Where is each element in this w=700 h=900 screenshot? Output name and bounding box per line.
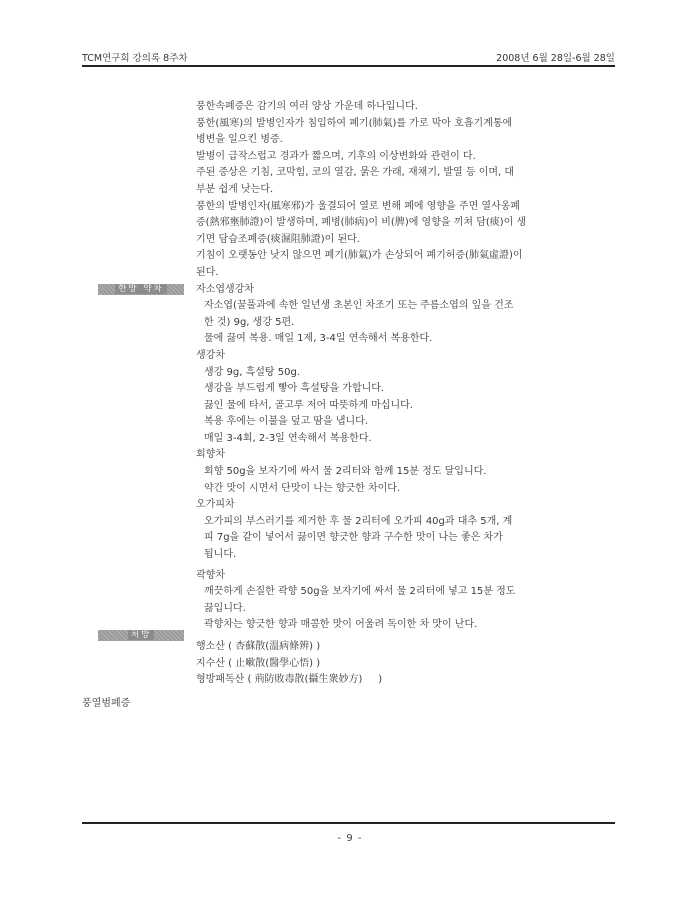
intro-line: 기면 담습조폐증(痰濕阻肺證)이 된다.	[196, 233, 360, 245]
prescription-item: 형방패독산 ( 荊防敗毒散(攝生衆妙方) )	[196, 674, 383, 686]
tea-line: 자소엽(꿀풀과에 속한 일년생 초본인 차조기 또는 주름소엽의 잎을 건조	[204, 300, 514, 312]
tea-line: 끓인 물에 타서, 골고루 저어 따뜻하게 마십니다.	[204, 399, 413, 411]
tea-line: 약간 맛이 시면서 단맛이 나는 향긋한 차이다.	[204, 482, 401, 494]
tea-line: 피 7g을 같이 넣어서 끓이면 향긋한 향과 구수한 맛이 나는 좋은 차가	[204, 532, 503, 544]
tea-name: 곽향차	[196, 569, 225, 581]
tea-line: 생강 9g, 흑설탕 50g.	[204, 366, 300, 378]
intro-line: 증(熱邪壅肺證)이 발생하며, 폐병(肺病)이 비(脾)에 영향을 끼쳐 담(痰)이 생	[196, 217, 527, 229]
herbal-tea-label: 한방 약차	[98, 284, 184, 295]
tea-line: 물에 끓여 복용. 매일 1제, 3-4일 연속해서 복용한다.	[204, 333, 433, 345]
tea-line: 생강을 부드럽게 빻아 흑설탕을 가합니다.	[204, 383, 385, 395]
tea-line: 오가피의 부스러기를 제거한 후 물 2리터에 오가피 40g과 대추 5개, 계	[204, 515, 513, 527]
tea-name: 생강차	[196, 349, 225, 361]
document-body	[196, 99, 588, 689]
intro-line: 부분 쉽게 낫는다.	[196, 183, 274, 195]
footer-rule	[82, 822, 615, 824]
prescription-item: 지수산 ( 止嗽散(醫學心悟) )	[196, 657, 321, 669]
intro-line: 풍한속폐증은 감기의 여러 양상 가운데 하나입니다.	[196, 101, 418, 112]
tea-line: 한 것) 9g, 생강 5편.	[204, 316, 295, 328]
tea-name: 회향차	[196, 449, 225, 461]
tea-line: 곽향차는 향긋한 향과 매콤한 맛이 어울려 독이한 차 맛이 난다.	[204, 619, 478, 631]
header-right: 2008년 6월 28일-6월 28일	[496, 53, 615, 64]
page-header	[82, 47, 615, 63]
tea-line: 매일 3-4회, 2-3일 연속해서 복용한다.	[204, 432, 372, 444]
next-section-heading: 풍열범폐증	[82, 698, 131, 709]
tea-line: 끓입니다.	[204, 602, 246, 614]
intro-line: 기침이 오랫동안 낫지 않으면 폐기(肺氣)가 손상되어 폐기허증(肺氣虛證)이	[196, 250, 523, 262]
intro-section	[196, 99, 588, 282]
tea-line: 복용 후에는 이불을 덮고 땀을 냅니다.	[204, 416, 368, 428]
prescription-section	[196, 639, 588, 689]
intro-line: 풍한(風寒)의 발병인자가 침입하여 폐기(肺氣)를 가로 막아 호흡기계통에	[196, 117, 513, 129]
intro-line: 풍한의 발병인자(風寒邪)가 울결되어 열로 변해 폐에 영향을 주면 열사옹폐	[196, 200, 521, 212]
intro-line: 병변을 일으킨 병증.	[196, 134, 283, 146]
intro-line: 된다.	[196, 266, 219, 278]
intro-line: 발병이 급작스럽고 경과가 짧으며, 기후의 이상변화와 관련이 다.	[196, 150, 476, 162]
prescription-label: 처방	[98, 630, 184, 641]
tea-line: 됩니다.	[204, 549, 237, 561]
page-number: - 9 -	[337, 833, 363, 844]
header-left: TCM연구회 강의록 8주차	[82, 53, 188, 64]
header-rule	[82, 65, 615, 67]
tea-name: 오가피차	[196, 499, 235, 511]
herbal-tea-section	[196, 282, 588, 634]
prescription-item: 행소산 ( 杏蘇散(溫病條辨) )	[196, 641, 321, 652]
tea-line: 회향 50g을 보자기에 싸서 물 2리터와 함께 15분 정도 달입니다.	[204, 466, 487, 478]
intro-line: 주된 증상은 기침, 코막힘, 코의 열감, 묽은 가래, 재채기, 발열 등 이며, 대	[196, 167, 515, 179]
tea-line: 깨끗하게 손질한 곽향 50g을 보자기에 싸서 물 2리터에 넣고 15분 정도	[204, 586, 516, 598]
tea-name: 자소엽생강차	[196, 283, 254, 295]
